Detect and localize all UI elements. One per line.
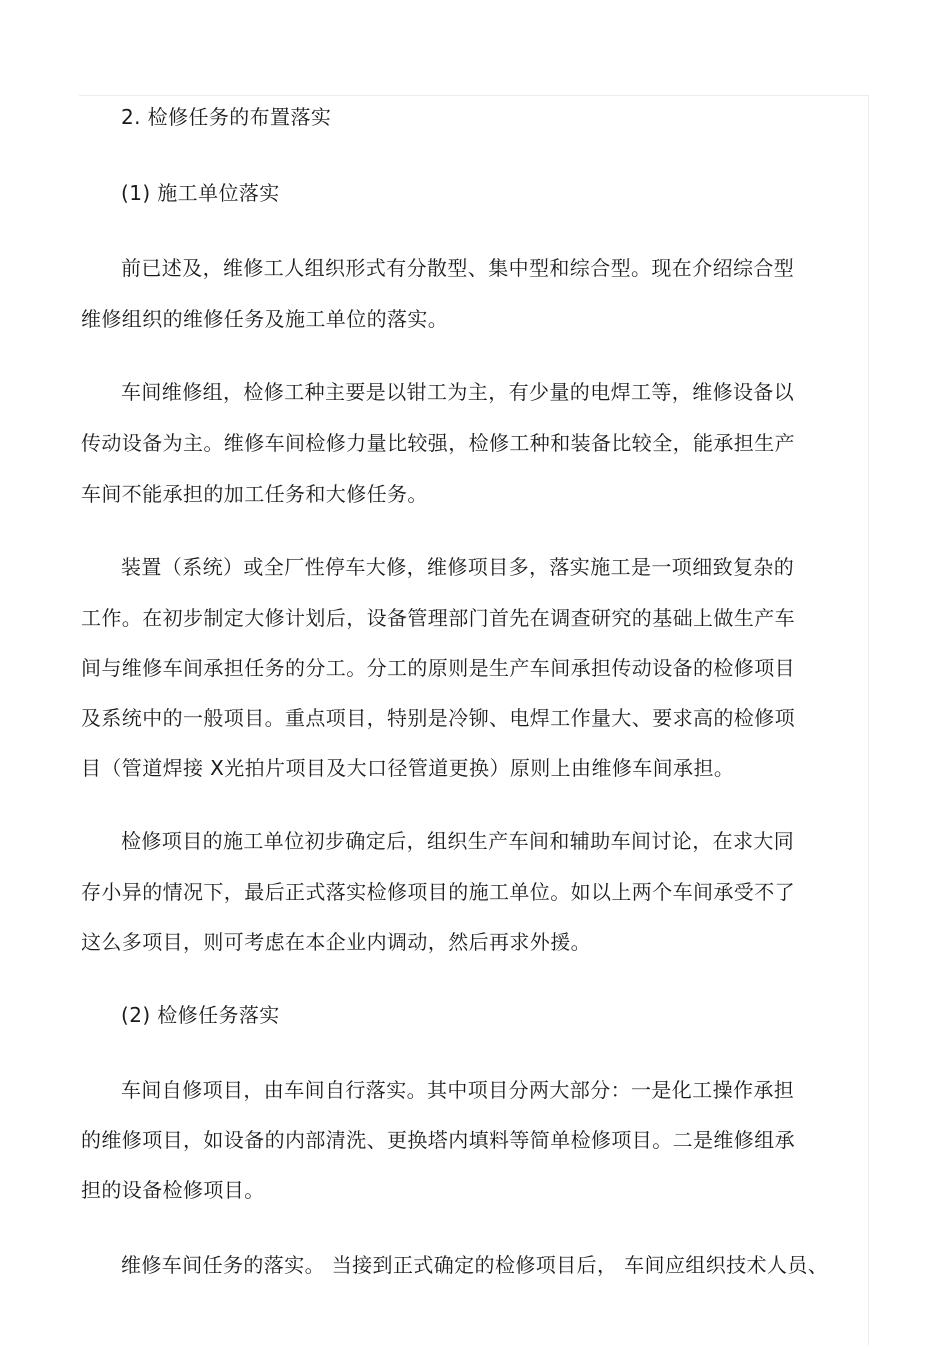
- paragraph-4-line-1: 检修项目的施工单位初步确定后，组织生产车间和辅助车间讨论，在求大同: [121, 829, 795, 853]
- paragraph-2-line-1: 车间维修组，检修工种主要是以钳工为主，有少量的电焊工等，维修设备以: [121, 380, 795, 404]
- paragraph-3-line-5: 目（管道焊接 X光拍片项目及大口径管道更换）原则上由维修车间承担。: [81, 756, 735, 780]
- paragraph-3-line-1: 装置（系统）或全厂性停车大修，维修项目多，落实施工是一项细致复杂的: [121, 555, 795, 579]
- paragraph-5-line-2: 的维修项目，如设备的内部清洗、更换塔内填料等简单检修项目。二是维修组承: [81, 1128, 795, 1152]
- paragraph-2-line-2: 传动设备为主。维修车间检修力量比较强，检修工种和装备比较全，能承担生产: [81, 431, 795, 455]
- subsection-heading-1: (1) 施工单位落实: [121, 181, 280, 205]
- paragraph-2-line-3: 车间不能承担的加工任务和大修任务。: [81, 482, 428, 506]
- paragraph-6-line-1: 维修车间任务的落实。 当接到正式确定的检修项目后， 车间应组织技术人员、: [121, 1253, 829, 1277]
- paragraph-5-line-1: 车间自修项目，由车间自行落实。其中项目分两大部分：一是化工操作承担: [121, 1078, 795, 1102]
- section-heading: 2. 检修任务的布置落实: [121, 105, 332, 129]
- paragraph-1-line-1: 前已述及，维修工人组织形式有分散型、集中型和综合型。现在介绍综合型: [121, 256, 795, 280]
- paragraph-4-line-2: 存小异的情况下，最后正式落实检修项目的施工单位。如以上两个车间承受不了: [81, 880, 795, 904]
- paragraph-3-line-2: 工作。在初步制定大修计划后，设备管理部门首先在调查研究的基础上做生产车: [81, 606, 795, 630]
- paragraph-4-line-3: 这么多项目，则可考虑在本企业内调动，然后再求外援。: [81, 930, 591, 954]
- paragraph-3-line-3: 间与维修车间承担任务的分工。分工的原则是生产车间承担传动设备的检修项目: [81, 656, 795, 680]
- subsection-heading-2: (2) 检修任务落实: [121, 1003, 280, 1027]
- paragraph-5-line-3: 担的设备检修项目。: [81, 1178, 265, 1202]
- paragraph-1-line-2: 维修组织的维修任务及施工单位的落实。: [81, 307, 449, 331]
- paragraph-3-line-4: 及系统中的一般项目。重点项目，特别是冷铆、电焊工作量大、要求高的检修项: [81, 706, 795, 730]
